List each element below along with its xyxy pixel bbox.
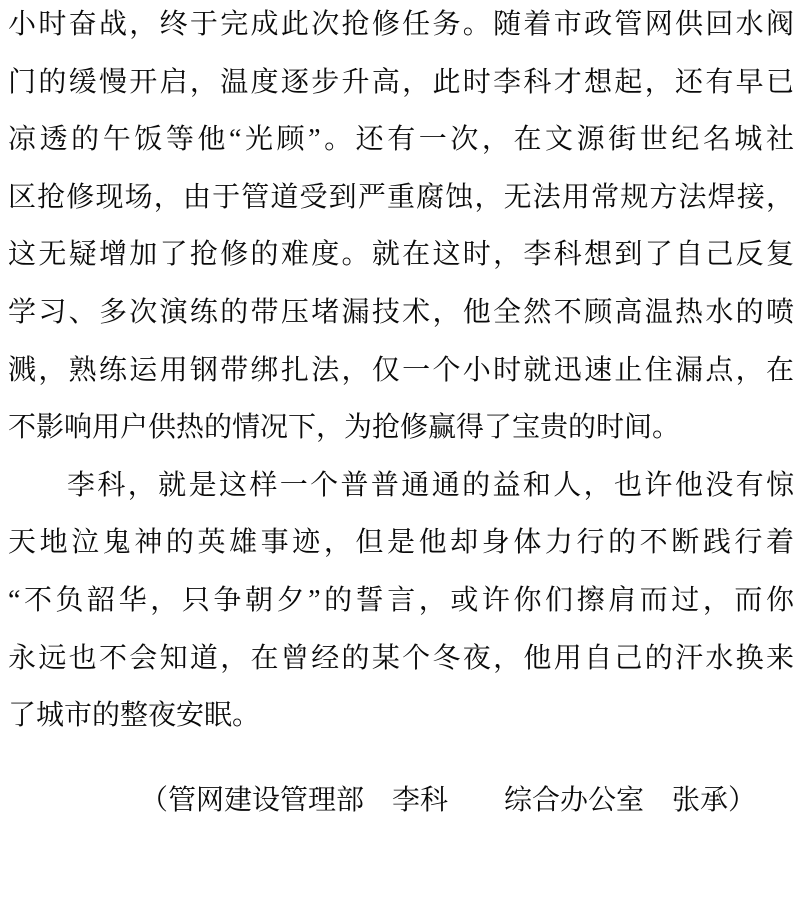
text-line: 凉透的午饭等他“光顾”。还有一次，在文源街世纪名城社 [8,124,794,156]
text-line: 天地泣鬼神的英雄事迹，但是他却身体力行的不断践行着 [8,527,794,559]
text-line: 溅，熟练运用钢带绑扎法，仅一个小时就迅速止住漏点，在 [8,354,794,386]
text-line: 小时奋战，终于完成此次抢修任务。随着市政管网供回水阀 [8,9,794,40]
text-line: 不影响用户供热的情况下，为抢修赢得了宝贵的时间。 [8,412,681,444]
body-text [8,0,794,745]
text-line: 门的缓慢开启，温度逐步升高，此时李科才想起，还有早已 [8,66,794,98]
text-line: 李科，就是这样一个普普通通的益和人，也许他没有惊 [67,469,794,501]
text-line: 区抢修现场，由于管道受到严重腐蚀，无法用常规方法焊接， [8,181,794,213]
text-line: 了城市的整夜安眠。 [8,700,261,732]
text-line: 这无疑增加了抢修的难度。就在这时，李科想到了自己反复 [8,239,794,271]
text-line: 学习、多次演练的带压堵漏技术，他全然不顾高温热水的喷 [8,296,794,328]
text-line: 永远也不会知道，在曾经的某个冬夜，他用自己的汗水换来 [8,642,794,674]
signature-line: （管网建设管理部 李科 综合办公室 张承） [140,784,757,816]
text-line: “不负韶华，只争朝夕”的誓言，或许你们擦肩而过，而你 [8,584,794,616]
